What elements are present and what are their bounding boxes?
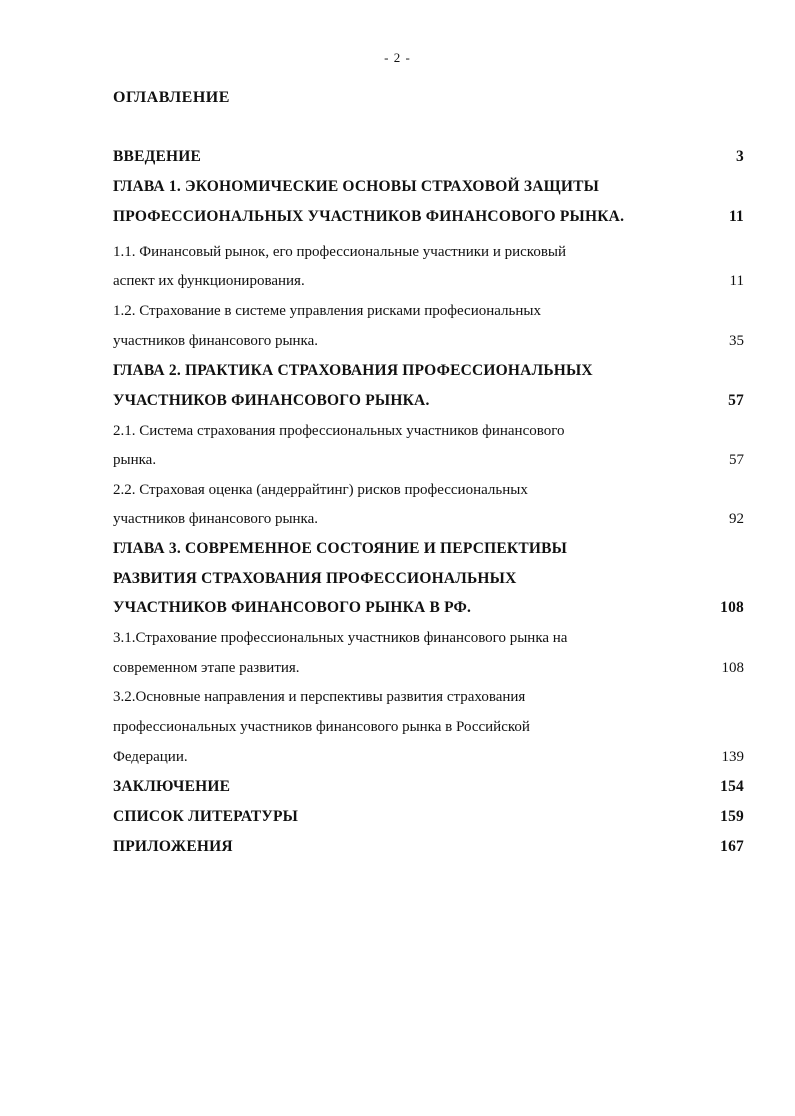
toc-entry-page: 139 xyxy=(721,749,744,765)
toc-entry-page: 108 xyxy=(721,660,744,676)
toc-entry-text: участников финансового рынка. xyxy=(113,333,319,349)
toc-entry-text: СПИСОК ЛИТЕРАТУРЫ xyxy=(113,808,299,825)
toc-entry-section-2-1-cont[interactable] xyxy=(113,449,744,471)
toc-entry-section-1-2-cont[interactable] xyxy=(113,330,744,352)
toc-entry-section-2-2[interactable] xyxy=(113,479,744,501)
toc-entry-text: профессиональных участников финансового рынка в Российской xyxy=(113,719,530,735)
toc-entry-section-3-2-cont-2[interactable] xyxy=(113,746,744,768)
toc-entry-text: 3.2.Основные направления и перспективы развития страхования xyxy=(113,689,526,705)
toc-entry-chapter-3[interactable] xyxy=(113,538,744,560)
toc-entry-section-1-1-cont[interactable] xyxy=(113,270,744,292)
toc-entry-text: участников финансового рынка. xyxy=(113,511,319,527)
toc-entry-chapter-2[interactable] xyxy=(113,360,744,382)
toc-entry-text: 1.2. Страхование в системе управления рисками професиональных xyxy=(113,303,541,319)
toc-entry-conclusion[interactable] xyxy=(113,776,744,798)
toc-entry-section-2-1[interactable] xyxy=(113,420,744,442)
page-number: - 2 - xyxy=(384,50,411,65)
toc-entry-introduction[interactable] xyxy=(113,146,744,168)
toc-entry-page: 154 xyxy=(720,778,744,795)
toc-entry-page: 3 xyxy=(736,148,744,165)
toc-entry-chapter-3-cont-1[interactable] xyxy=(113,568,744,590)
toc-entry-chapter-3-cont-2[interactable] xyxy=(113,597,744,619)
toc-entry-text: ЗАКЛЮЧЕНИЕ xyxy=(113,778,231,795)
toc-entry-appendices[interactable] xyxy=(113,836,744,858)
toc-entry-text: ПРОФЕССИОНАЛЬНЫХ УЧАСТНИКОВ ФИНАНСОВОГО РЫНКА. xyxy=(113,208,625,225)
toc-entry-text: современном этапе развития. xyxy=(113,660,300,676)
toc-entry-page: 159 xyxy=(720,808,744,825)
toc-entry-section-3-1-cont[interactable] xyxy=(113,657,744,679)
toc-entry-page: 108 xyxy=(720,599,744,616)
toc-entry-text: ГЛАВА 3. СОВРЕМЕННОЕ СОСТОЯНИЕ И ПЕРСПЕКТИВЫ xyxy=(113,540,568,557)
toc-title: ОГЛАВЛЕНИЕ xyxy=(113,89,230,106)
toc-entry-text: 2.1. Система страхования профессиональных участников финансового xyxy=(113,423,565,439)
toc-entry-text: ПРИЛОЖЕНИЯ xyxy=(113,838,233,855)
toc-entry-section-3-2[interactable] xyxy=(113,686,744,708)
toc-entry-page: 35 xyxy=(729,333,744,349)
toc-entry-chapter-2-cont[interactable] xyxy=(113,390,744,412)
toc-entry-page: 57 xyxy=(729,452,744,468)
toc-entry-text: ВВЕДЕНИЕ xyxy=(113,148,202,165)
toc-entry-text: ГЛАВА 2. ПРАКТИКА СТРАХОВАНИЯ ПРОФЕССИОНАЛЬНЫХ xyxy=(113,362,593,379)
toc-entry-page: 167 xyxy=(720,838,744,855)
toc-entry-text: аспект их функционирования. xyxy=(113,273,305,289)
toc-entry-section-3-1[interactable] xyxy=(113,627,744,649)
toc-entry-text: УЧАСТНИКОВ ФИНАНСОВОГО РЫНКА. xyxy=(113,392,430,409)
toc-entry-bibliography[interactable] xyxy=(113,806,744,828)
toc-entry-text: 1.1. Финансовый рынок, его профессиональные участники и рисковый xyxy=(113,244,567,260)
toc-entry-text: ГЛАВА 1. ЭКОНОМИЧЕСКИЕ ОСНОВЫ СТРАХОВОЙ ЗАЩИТЫ xyxy=(113,178,600,195)
toc-entry-section-3-2-cont-1[interactable] xyxy=(113,716,744,738)
toc-entry-page: 92 xyxy=(729,511,744,527)
toc-entry-chapter-1[interactable] xyxy=(113,176,744,198)
toc-entry-chapter-1-cont[interactable] xyxy=(113,206,744,228)
toc-entry-text: рынка. xyxy=(113,452,157,468)
toc-entry-section-1-1[interactable] xyxy=(113,241,744,263)
toc-entry-text: УЧАСТНИКОВ ФИНАНСОВОГО РЫНКА В РФ. xyxy=(113,599,472,616)
toc-entry-text: 3.1.Страхование профессиональных участников финансового рынка на xyxy=(113,630,568,646)
toc-entry-text: Федерации. xyxy=(113,749,188,765)
toc-entry-page: 57 xyxy=(728,392,744,409)
toc-entry-text: 2.2. Страховая оценка (андеррайтинг) рисков профессиональных xyxy=(113,482,528,498)
toc-entry-page: 11 xyxy=(728,208,744,225)
toc-entry-section-2-2-cont[interactable] xyxy=(113,508,744,530)
toc-entry-page: 11 xyxy=(729,273,744,289)
toc-entry-section-1-2[interactable] xyxy=(113,300,744,322)
toc-entry-text: РАЗВИТИЯ СТРАХОВАНИЯ ПРОФЕССИОНАЛЬНЫХ xyxy=(113,570,517,587)
